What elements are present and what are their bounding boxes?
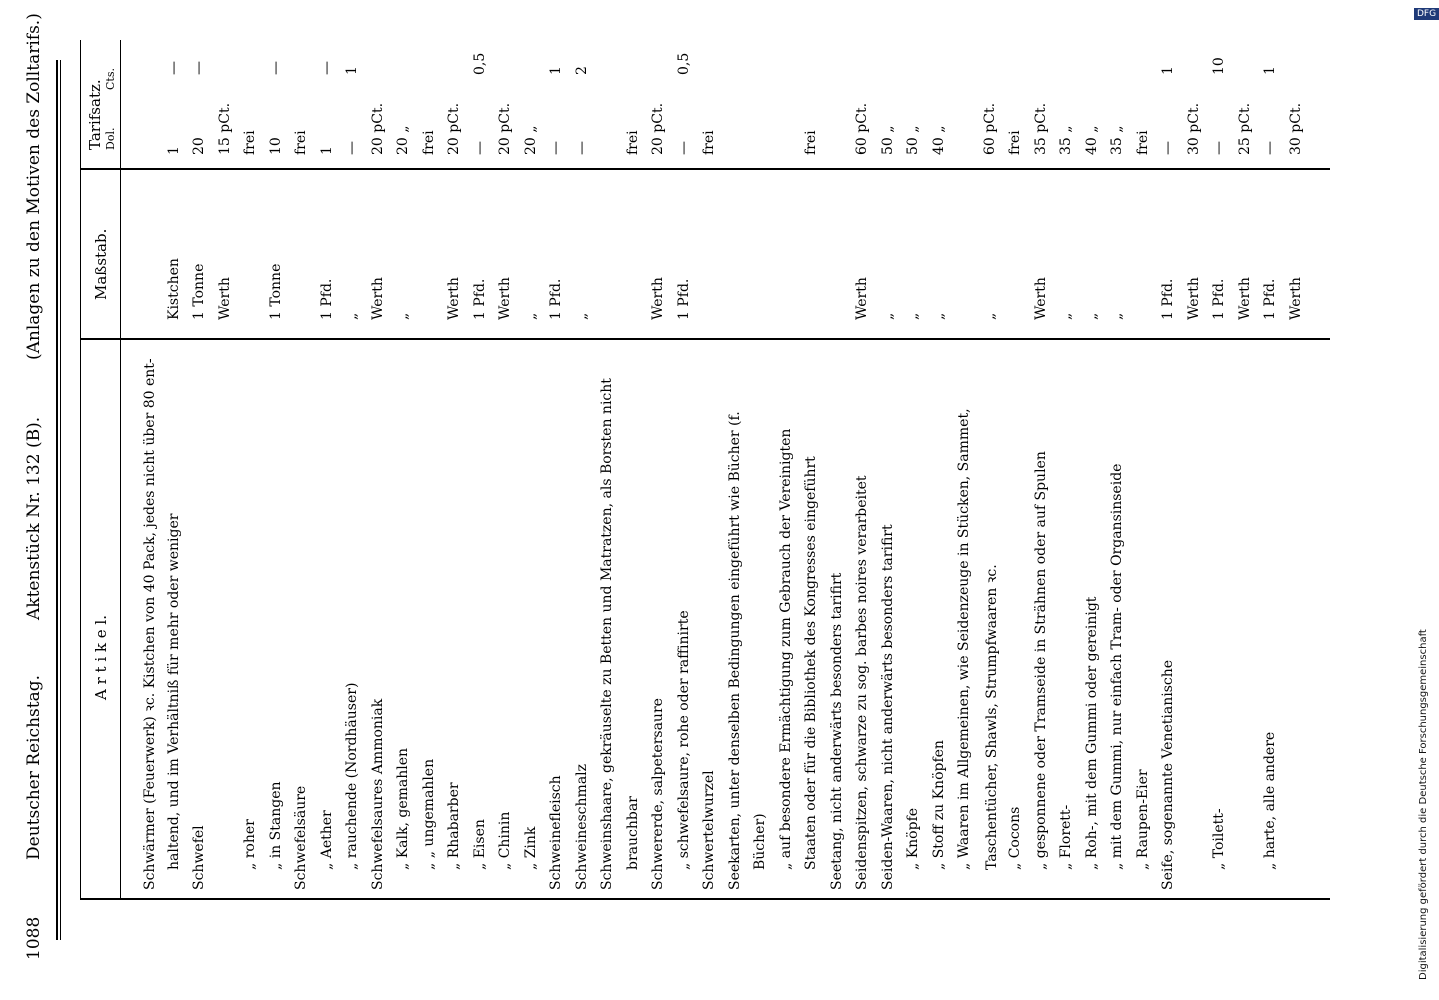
row-article: „ Cocons <box>1007 806 1023 870</box>
row-dol: — <box>471 141 488 155</box>
row-measure: Werth <box>497 277 513 320</box>
row-dol: — <box>573 141 590 155</box>
row-dol: — <box>1211 141 1227 155</box>
row-measure: 1 Pfd. <box>1262 278 1278 320</box>
row-measure: „ <box>879 312 896 320</box>
row-article: Seidenspitzen, schwarze zu sog. barbes noires verarbeitet <box>854 475 870 890</box>
column-head-dol: Dol. <box>104 127 117 150</box>
column-head-cts: Cts. <box>104 68 117 90</box>
row-article: „ Roh-, mit dem Gummi oder gereinigt <box>1083 596 1100 870</box>
row-dol: — <box>344 141 360 155</box>
row-measure: „ <box>522 312 539 320</box>
row-measure: Werth <box>369 277 386 320</box>
row-measure: Werth <box>1236 277 1253 320</box>
header-rule-thin <box>60 60 61 940</box>
row-measure: 1 Pfd. <box>471 278 488 320</box>
column-head-measure: Maßstab. <box>92 228 110 300</box>
row-measure: „ <box>344 312 360 320</box>
row-article: Staaten oder für die Bibliothek des Kongresses eingeführt <box>803 456 819 870</box>
row-dol: 1 <box>318 146 335 155</box>
row-dol: 15 pCt. <box>216 102 233 155</box>
row-dol: 20 pCt. <box>369 102 386 155</box>
row-measure: 1 Tonne <box>267 263 284 320</box>
row-dol: frei <box>420 130 437 155</box>
row-cts: 1 <box>1160 66 1176 75</box>
row-article: haltend, und im Verhältniß für mehr oder weniger <box>165 513 182 870</box>
row-article: Seiden-Waaren, nicht anderwärts besonders tarifirt <box>879 524 896 890</box>
column-head-tariff: Tarifsatz. <box>86 79 104 150</box>
row-article: Schwärmer (Feuerwerk) ꝛc. Kistchen von 40 Pack, jedes nicht über 80 ent- <box>142 358 158 890</box>
row-article: „ roher <box>242 819 258 870</box>
document-number: Aktenstück Nr. 132 (B). <box>24 416 44 620</box>
row-measure: 1 Pfd. <box>1211 278 1227 320</box>
publication-title: Deutscher Reichstag. <box>24 675 44 860</box>
row-cts: 1 <box>1262 66 1278 75</box>
row-article: „ in Stangen <box>267 781 284 870</box>
row-measure: Werth <box>1032 277 1049 320</box>
row-dol: — <box>1160 141 1176 155</box>
row-article: „ Florett- <box>1058 804 1074 870</box>
row-article: „ gesponnene oder Tramseide in Strähnen oder auf Spulen <box>1032 451 1049 870</box>
row-cts: — <box>191 61 207 75</box>
row-dol: 60 pCt. <box>854 102 870 155</box>
row-measure: „ <box>395 312 411 320</box>
row-dol: 60 pCt. <box>981 102 998 155</box>
row-dol: frei <box>242 130 258 155</box>
row-dol: 40 „ <box>930 125 947 155</box>
row-cts: 10 <box>1211 57 1227 75</box>
row-measure: „ <box>905 312 921 320</box>
row-article: „ Knöpfe <box>905 807 921 870</box>
row-dol: — <box>548 141 564 155</box>
row-article: „ schwefelsaure, rohe oder raffinirte <box>675 610 692 870</box>
row-article: Schwertelwurzel <box>701 770 717 890</box>
row-cts: — <box>318 61 335 75</box>
row-measure: „ <box>981 312 998 320</box>
row-dol: 35 „ <box>1058 125 1074 155</box>
row-article: Schweinshaare, gekräuselte zu Betten und Matratzen, als Borsten nicht <box>599 378 615 890</box>
row-measure: 1 Pfd. <box>318 278 335 320</box>
row-article: Schwefel <box>191 825 207 890</box>
row-article: Bücher) <box>752 813 768 870</box>
row-measure: Werth <box>854 277 870 320</box>
row-dol: 20 pCt. <box>446 102 462 155</box>
header-rule <box>56 60 58 940</box>
row-cts: — <box>267 61 284 75</box>
row-article: „ Waaren im Allgemeinen, wie Seidenzeuge in Stücken, Sammet, <box>956 408 972 870</box>
row-article: „ „ ungemahlen <box>420 758 437 870</box>
row-dol: 25 pCt. <box>1236 102 1253 155</box>
row-article: „ Stoff zu Knöpfen <box>930 740 947 870</box>
row-dol: frei <box>1134 130 1151 155</box>
column-head-article: A r t i k e l. <box>92 615 110 700</box>
page-number: 1088 <box>24 916 44 960</box>
row-cts: 0,5 <box>471 52 488 75</box>
row-dol: frei <box>624 130 641 155</box>
row-article: „ Eisen <box>471 819 488 870</box>
table-left-rule <box>80 898 1330 900</box>
row-dol: frei <box>1007 130 1023 155</box>
row-dol: 30 pCt. <box>1287 102 1304 155</box>
row-dol: 20 „ <box>395 125 411 155</box>
row-measure: Kistchen <box>165 258 182 320</box>
row-dol: — <box>1262 141 1278 155</box>
row-article: „ rauchende (Nordhäuser) <box>344 682 360 870</box>
row-measure: „ <box>1083 312 1100 320</box>
row-article: Taschentücher, Shawls, Strumpfwaaren ꝛc. <box>983 564 1000 870</box>
row-measure: „ <box>1109 312 1125 320</box>
row-measure: 1 Pfd. <box>675 278 692 320</box>
row-dol: 20 <box>191 137 207 155</box>
row-measure: Werth <box>650 277 666 320</box>
row-dol: 10 <box>267 137 284 155</box>
row-article: „ Kalk, gemahlen <box>395 747 411 870</box>
row-dol: 50 „ <box>905 125 921 155</box>
row-article: „ auf besondere Ermächtigung zum Gebrauch der Vereinigten <box>777 428 794 870</box>
row-article: Seife, sogenannte Venetianische <box>1160 659 1176 890</box>
row-article: Schwefelsaures Ammoniak <box>369 698 386 890</box>
measure-col-rule <box>80 338 1330 340</box>
row-article: Schwefelsäure <box>293 785 309 890</box>
row-article: „ Toilett- <box>1211 808 1227 870</box>
row-article: Schweinefleisch <box>548 775 564 890</box>
row-article: „ harte, alle andere <box>1262 731 1278 870</box>
dfg-badge: DFG <box>1414 8 1439 20</box>
row-measure: Werth <box>446 277 462 320</box>
row-dol: 35 pCt. <box>1032 102 1049 155</box>
row-article: „ Chinin <box>497 811 513 870</box>
row-article: „ Rhabarber <box>446 782 462 870</box>
row-cts: 2 <box>573 66 590 75</box>
row-dol: frei <box>293 130 309 155</box>
row-dol: 20 pCt. <box>497 102 513 155</box>
row-dol: 50 „ <box>879 125 896 155</box>
row-measure: „ <box>930 312 947 320</box>
row-measure: „ <box>573 312 590 320</box>
row-article: „ mit dem Gummi, nur einfach Tram- oder Organsinseide <box>1109 463 1125 870</box>
row-cts: 1 <box>548 66 564 75</box>
row-measure: Werth <box>1287 277 1304 320</box>
row-measure: 1 Pfd. <box>1160 278 1176 320</box>
row-measure: 1 Tonne <box>191 263 207 320</box>
row-article: brauchbar <box>624 796 641 870</box>
row-measure: Werth <box>216 277 233 320</box>
row-dol: 30 pCt. <box>1185 102 1202 155</box>
row-article: Seekarten, unter denselben Bedingungen eingeführt wie Bücher (f. <box>726 411 743 890</box>
row-article: Schweineschmalz <box>573 763 590 890</box>
row-article: Schwererde, salpetersaure <box>650 698 666 890</box>
row-measure: Werth <box>1185 277 1202 320</box>
row-dol: — <box>675 141 692 155</box>
tariff-col-rule <box>80 168 1330 170</box>
row-measure: „ <box>1058 312 1074 320</box>
row-cts: 0,5 <box>675 52 692 75</box>
row-dol: 40 „ <box>1083 125 1100 155</box>
row-dol: frei <box>803 130 819 155</box>
row-dol: 1 <box>165 146 182 155</box>
row-measure: 1 Pfd. <box>548 278 564 320</box>
annex-title: (Anlagen zu den Motiven des Zolltarifs.) <box>24 13 44 360</box>
digitization-note: Digitalisierung gefördert durch die Deutsche Forschungsgemeinschaft <box>1418 629 1429 980</box>
row-dol: frei <box>701 130 717 155</box>
row-cts: — <box>165 61 182 75</box>
row-cts: 1 <box>344 66 360 75</box>
row-article: Seetang, nicht anderwärts besonders tarifirt <box>828 572 845 890</box>
row-dol: 35 „ <box>1109 125 1125 155</box>
row-dol: 20 „ <box>522 125 539 155</box>
row-article: „ Aether <box>318 810 335 870</box>
row-article: „ Raupen-Eier <box>1134 769 1151 870</box>
row-dol: 20 pCt. <box>650 102 666 155</box>
row-article: „ Zink <box>522 826 539 870</box>
